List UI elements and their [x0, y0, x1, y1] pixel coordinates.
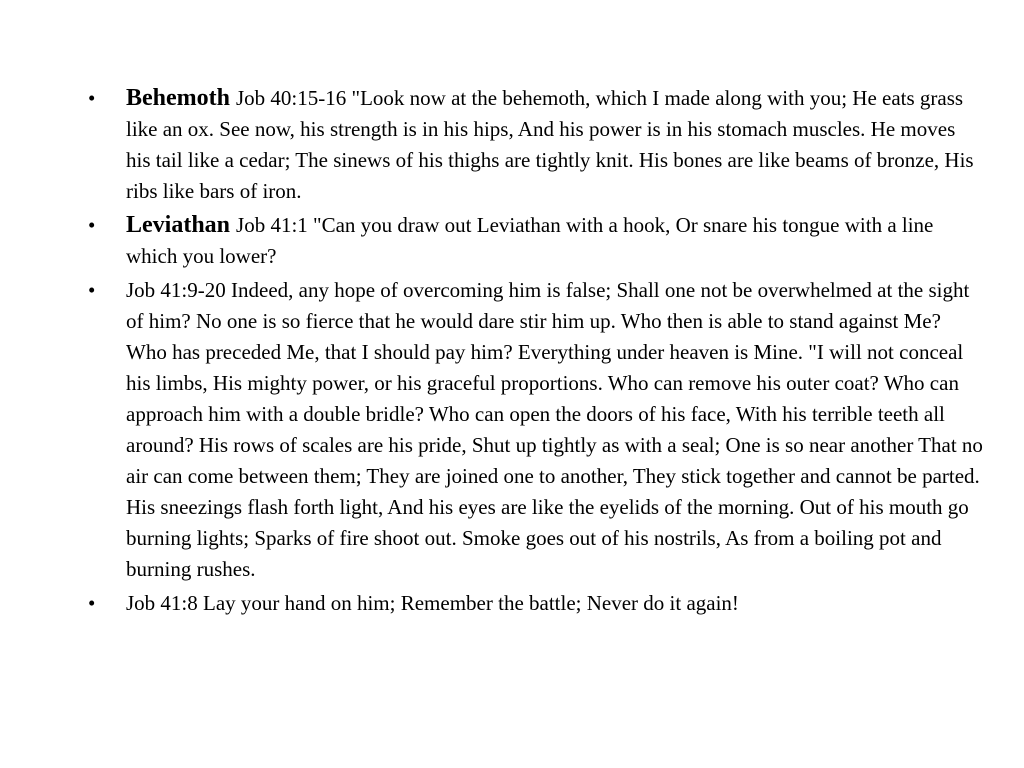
bullet-text-leviathan: Job 41:1 "Can you draw out Leviathan with a hook, Or snare his tongue with a line which you lower? — [126, 213, 934, 268]
bullet-marker: • — [88, 591, 96, 615]
bullet-item-behemoth — [88, 83, 984, 207]
bullet-item-job-41-9-20 — [88, 275, 984, 585]
bullet-text-job-41-9-20: Job 41:9-20 Indeed, any hope of overcoming him is false; Shall one not be overwhelmed at the sight of him? No one is so fierce that he would dare stir him up. Who then is able to stand against Me? Who has preceded Me, that I should pay him? Everything under heaven is Mine. "I will not conceal his limbs, His mighty power, or his graceful proportions. Who can remove his outer coat? Who can approach him with a double bridle? Who can open the doors of his face, With his terrible teeth all around? His rows of scales are his pride, Shut up tightly as with a seal; One is so near another That no air can come between them; They are joined one to another, They stick together and cannot be parted. His sneezings flash forth light, And his eyes are like the eyelids of the morning. Out of his mouth go burning lights; Sparks of fire shoot out. Smoke goes out of his nostrils, As from a boiling pot and burning rushes. — [126, 278, 983, 581]
bullet-item-leviathan — [88, 210, 984, 272]
bullet-text-behemoth: Job 40:15-16 "Look now at the behemoth, which I made along with you; He eats grass like an ox. See now, his strength is in his hips, And his power is in his stomach muscles. He moves his tail like a cedar; The sinews of his thighs are tightly knit. His bones are like beams of bronze, His ribs like bars of iron. — [126, 86, 974, 203]
bullet-heading-leviathan: Leviathan — [126, 212, 231, 238]
bullet-marker: • — [88, 86, 96, 110]
bullet-text-job-41-8: Job 41:8 Lay your hand on him; Remember the battle; Never do it again! — [126, 591, 739, 615]
bullet-heading-behemoth: Behemoth — [126, 85, 230, 111]
bullet-marker: • — [88, 213, 96, 237]
bullet-list — [88, 83, 984, 619]
bullet-item-job-41-8 — [88, 588, 984, 619]
bullet-marker: • — [88, 278, 96, 302]
